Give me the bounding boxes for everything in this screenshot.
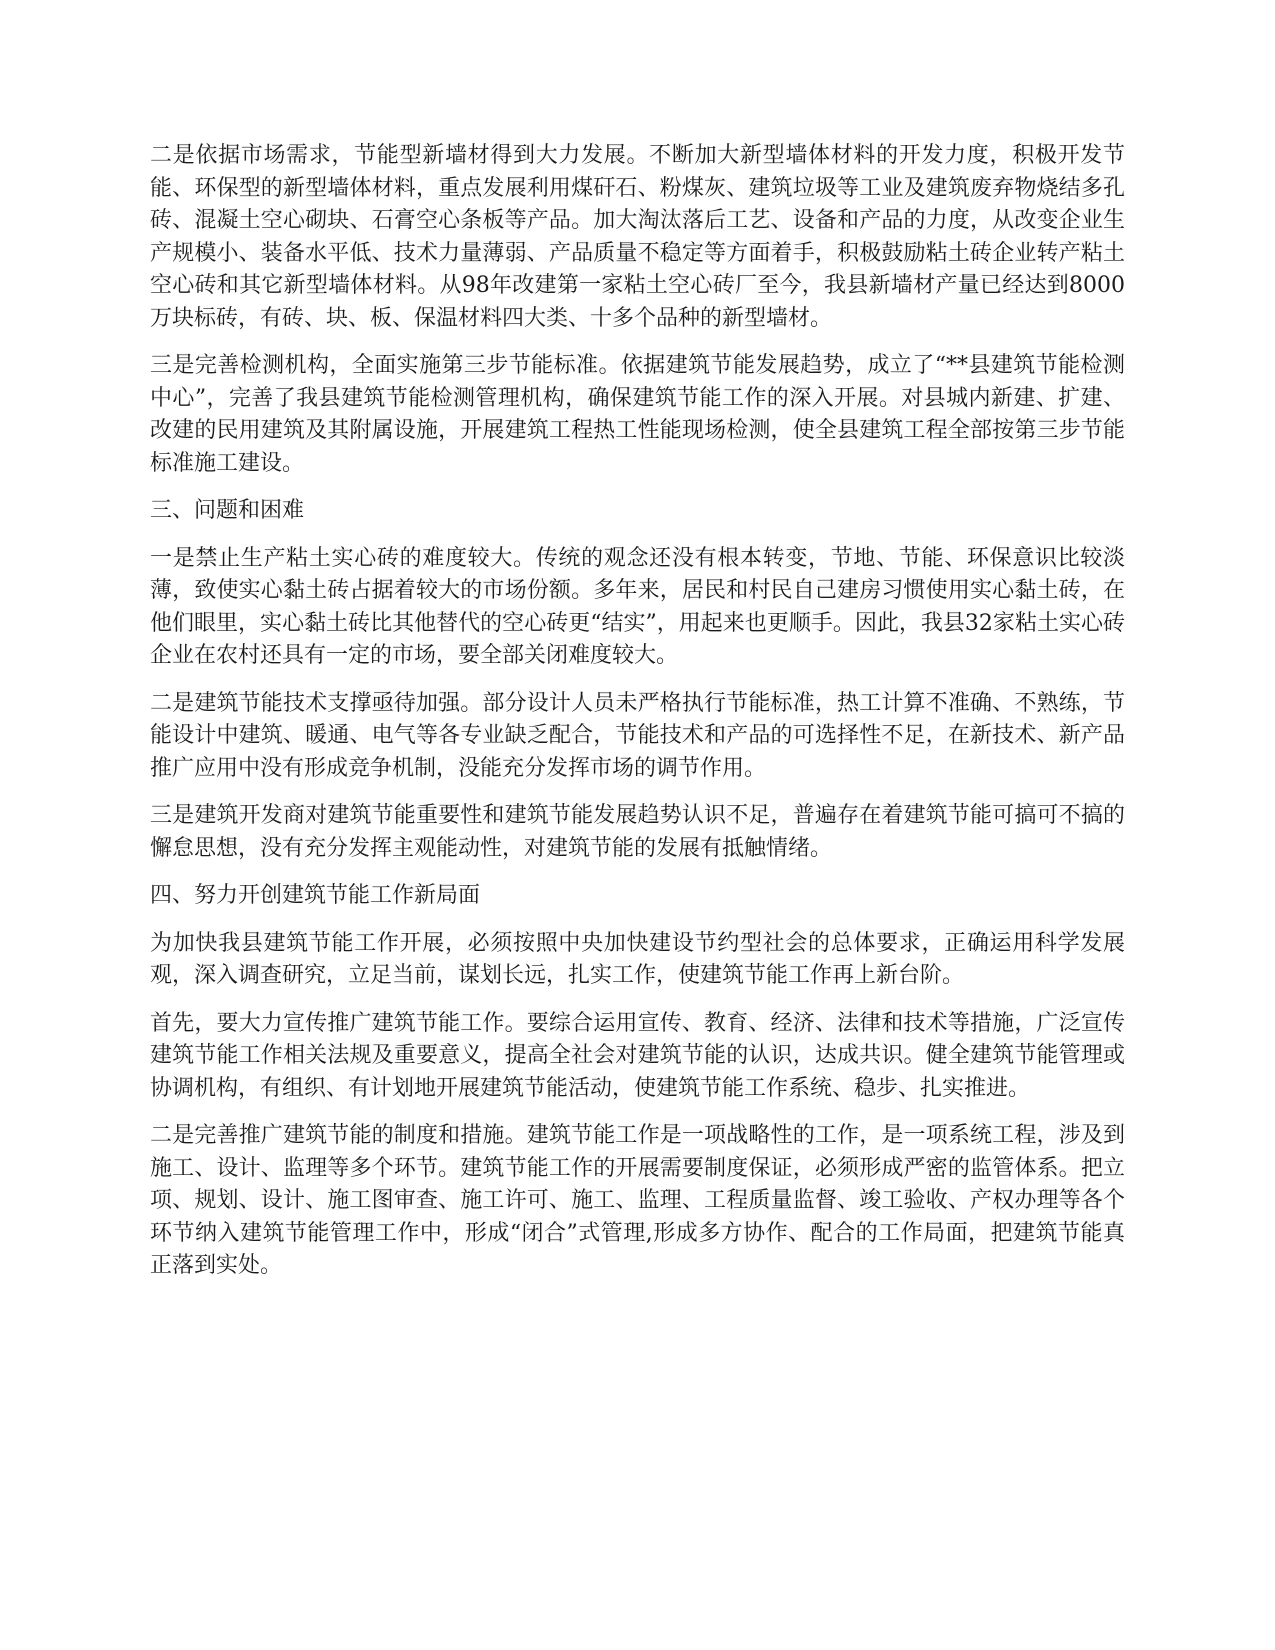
paragraph-new-wall-materials: 二是依据市场需求，节能型新墙材得到大力发展。不断加大新型墙体材料的开发力度，积极开发节能、环保型的新型墙体材料，重点发展利用煤矸石、粉煤灰、建筑垃圾等工业及建筑废弃物烧结多孔砖、混凝土空心砌块、石膏空心条板等产品。加大淘汰落后工艺、设备和产品的力度，从改变企业生产规模小、装备水平低、技术力量薄弱、产品质量不稳定等方面着手，积极鼓励粘土砖企业转产粘土空心砖和其它新型墙体材料。从98年改建第一家粘土空心砖厂至今，我县新墙材产量已经达到8000万块标砖，有砖、块、板、保温材料四大类、十多个品种的新型墙材。 [150, 143, 1125, 331]
section-heading-problems: 三、问题和困难 [150, 498, 305, 523]
paragraph-accelerate-work: 为加快我县建筑节能工作开展，必须按照中央加快建设节约型社会的总体要求，正确运用科学发展观，深入调查研究，立足当前，谋划长远，扎实工作，使建筑节能工作再上新台阶。 [150, 930, 1125, 988]
paragraph-testing-center: 三是完善检测机构，全面实施第三步节能标准。依据建筑节能发展趋势，成立了“**县建筑节能检测中心”，完善了我县建筑节能检测管理机构，确保建筑节能工作的深入开展。对县城内新建、扩建、改建的民用建筑及其附属设施，开展建筑工程热工性能现场检测，使全县建筑工程全部按第三步节能标准施工建设。 [150, 353, 1125, 476]
paragraph-developers: 三是建筑开发商对建筑节能重要性和建筑节能发展趋势认识不足，普遍存在着建筑节能可搞可不搞的懈怠思想，没有充分发挥主观能动性，对建筑节能的发展有抵触情绪。 [150, 803, 1125, 861]
section-heading-new-situation: 四、努力开创建筑节能工作新局面 [150, 883, 481, 908]
paragraph-systems-measures: 二是完善推广建筑节能的制度和措施。建筑节能工作是一项战略性的工作，是一项系统工程，涉及到施工、设计、监理等多个环节。建筑节能工作的开展需要制度保证，必须形成严密的监管体系。把立项、规划、设计、施工图审查、施工许可、施工、监理、工程质量监督、竣工验收、产权办理等各个环节纳入建筑节能管理工作中，形成“闭合”式管理,形成多方协作、配合的工作局面，把建筑节能真正落到实处。 [150, 1123, 1125, 1278]
document-body [150, 140, 1125, 1298]
paragraph-technical-support: 二是建筑节能技术支撑亟待加强。部分设计人员未严格执行节能标准，热工计算不准确、不熟练，节能设计中建筑、暖通、电气等各专业缺乏配合，节能技术和产品的可选择性不足，在新技术、新产品推广应用中没有形成竞争机制，没能充分发挥市场的调节作用。 [150, 690, 1125, 781]
paragraph-clay-brick-ban: 一是禁止生产粘土实心砖的难度较大。传统的观念还没有根本转变，节地、节能、环保意识比较淡薄，致使实心黏土砖占据着较大的市场份额。多年来，居民和村民自己建房习惯使用实心黏土砖，在他们眼里，实心黏土砖比其他替代的空心砖更“结实”，用起来也更顺手。因此，我县32家粘土实心砖企业在农村还具有一定的市场，要全部关闭难度较大。 [150, 545, 1125, 668]
paragraph-publicity: 首先，要大力宣传推广建筑节能工作。要综合运用宣传、教育、经济、法律和技术等措施，广泛宣传建筑节能工作相关法规及重要意义，提高全社会对建筑节能的认识，达成共识。健全建筑节能管理或协调机构，有组织、有计划地开展建筑节能活动，使建筑节能工作系统、稳步、扎实推进。 [150, 1010, 1125, 1101]
